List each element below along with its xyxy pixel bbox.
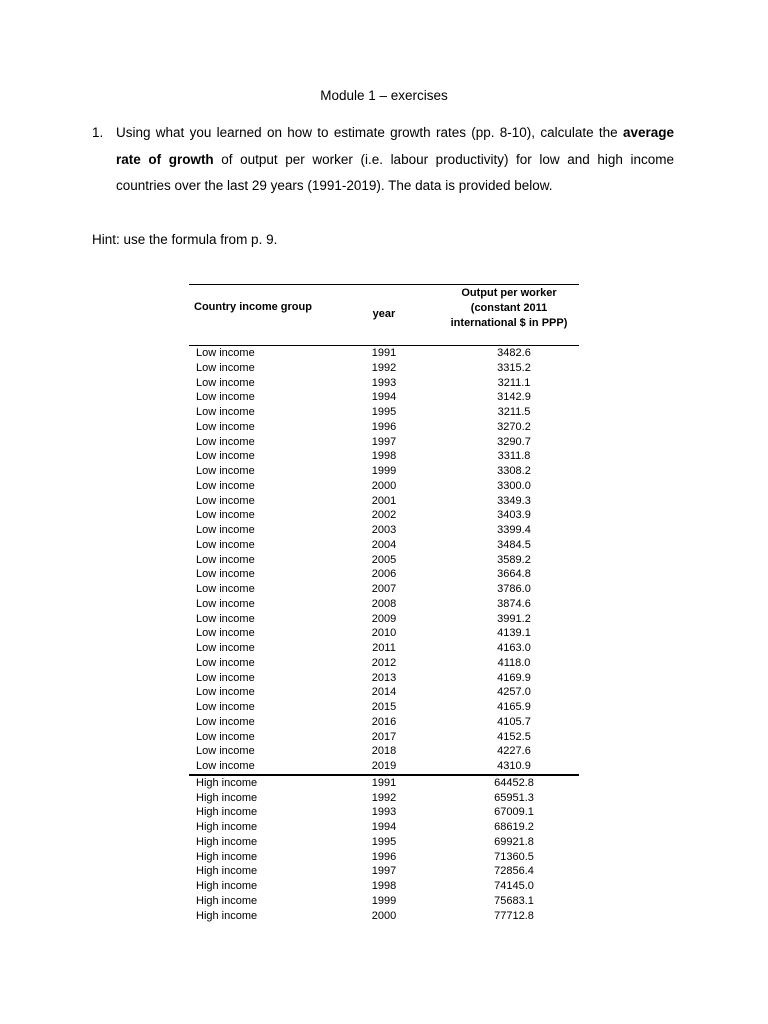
cell-output: 4139.1 [497,627,531,640]
cell-year: 2017 [371,730,397,743]
cell-year: 2019 [371,760,397,772]
table-row [189,759,579,776]
table-row [189,346,579,361]
cell-output: 4163.0 [497,642,531,654]
table-row [189,879,579,894]
table-row [189,909,579,924]
cell-output: 3589.2 [497,553,531,566]
exercise-1 [92,120,674,200]
table-row [189,612,579,627]
cell-year: 1994 [371,391,397,404]
table-row [189,361,579,376]
cell-income-group: High income [196,880,258,892]
cell-income-group: High income [196,865,258,878]
cell-output: 3664.8 [497,568,531,581]
table-row [189,390,579,405]
table-row [189,671,579,686]
cell-income-group: High income [196,909,258,922]
cell-year: 2001 [371,494,397,507]
cell-output: 67009.1 [494,806,534,819]
table-row [189,479,579,494]
cell-year: 2000 [371,479,397,492]
cell-income-group: Low income [196,730,255,743]
table-row [189,405,579,420]
header-income-group: Country income group [194,301,312,313]
cell-output: 72856.4 [494,865,534,878]
cell-income-group: Low income [196,656,255,669]
cell-output: 3482.6 [497,347,531,359]
cell-income-group: Low income [196,450,255,463]
cell-output: 3290.7 [497,435,531,448]
cell-income-group: Low income [196,406,255,418]
cell-income-group: Low income [196,745,255,758]
cell-year: 1999 [371,894,397,907]
cell-year: 2015 [371,701,397,713]
cell-income-group: Low income [196,553,255,566]
cell-output: 3874.6 [497,597,531,610]
cell-output: 3786.0 [497,583,531,595]
cell-year: 2004 [371,538,397,551]
exercise-text-bold: average rate of growth [116,125,674,167]
cell-year: 2016 [371,715,397,728]
cell-output: 3349.3 [497,494,531,507]
cell-year: 2009 [371,612,397,625]
exercise-text-before: Using what you learned on how to estimate growth rates (pp. 8-10), calculate the [116,125,623,140]
table-row [189,850,579,865]
cell-output: 4152.5 [497,730,531,743]
cell-output: 3211.5 [497,406,531,418]
cell-year: 1991 [371,776,397,789]
cell-year: 1992 [371,361,397,374]
table-row [189,376,579,391]
cell-year: 2007 [371,583,397,595]
cell-year: 2006 [371,568,397,581]
cell-output: 74145.0 [494,880,534,892]
cell-income-group: Low income [196,361,255,374]
page-title: Module 1 – exercises [320,88,448,103]
cell-income-group: Low income [196,347,255,359]
cell-output: 65951.3 [494,791,534,804]
table-row [189,494,579,509]
cell-output: 3308.2 [497,465,531,477]
cell-income-group: Low income [196,671,255,684]
cell-output: 4169.9 [497,671,531,684]
table-row [189,464,579,479]
table-row [189,656,579,671]
exercise-text [116,120,674,200]
table-row [189,523,579,538]
cell-income-group: High income [196,835,258,848]
header-output-per-worker: Output per worker (constant 2011 international $ in PPP) [450,287,568,329]
cell-income-group: Low income [196,524,255,536]
cell-year: 1997 [371,865,397,878]
cell-year: 2000 [371,909,397,922]
table-row [189,864,579,879]
cell-year: 2002 [371,509,397,522]
table-row [189,715,579,730]
cell-income-group: Low income [196,435,255,448]
table-row [189,820,579,835]
cell-output: 3300.0 [497,479,531,492]
cell-year: 2013 [371,671,397,684]
table-row [189,567,579,582]
cell-year: 1997 [371,435,397,448]
table-row [189,791,579,806]
cell-year: 2008 [371,597,397,610]
table-row [189,894,579,909]
cell-output: 4257.0 [497,686,531,699]
cell-income-group: Low income [196,465,255,477]
table-row [189,776,579,791]
cell-income-group: Low income [196,376,255,389]
cell-income-group: Low income [196,391,255,404]
cell-income-group: Low income [196,760,255,772]
cell-year: 1994 [371,821,397,833]
table-row [189,435,579,450]
cell-output: 77712.8 [494,909,534,922]
cell-year: 2012 [371,656,397,669]
cell-income-group: Low income [196,479,255,492]
table-row [189,508,579,523]
cell-income-group: Low income [196,583,255,595]
cell-output: 4118.0 [497,656,531,669]
cell-year: 1998 [371,880,397,892]
hint-text: Hint: use the formula from p. 9. [92,232,278,247]
cell-year: 1996 [371,420,397,433]
cell-year: 2014 [371,686,397,699]
table-row [189,730,579,745]
cell-income-group: Low income [196,642,255,654]
cell-output: 3403.9 [497,509,531,522]
cell-year: 1992 [371,791,397,804]
cell-income-group: Low income [196,538,255,551]
cell-output: 69921.8 [494,835,534,848]
table-row [189,449,579,464]
table-row [189,597,579,612]
cell-income-group: Low income [196,509,255,522]
cell-year: 1996 [371,850,397,863]
table-row [189,420,579,435]
cell-income-group: Low income [196,494,255,507]
cell-income-group: Low income [196,420,255,433]
cell-output: 3399.4 [497,524,531,536]
cell-output: 4310.9 [497,760,531,772]
cell-income-group: High income [196,850,258,863]
cell-output: 64452.8 [494,776,534,789]
cell-income-group: High income [196,791,258,804]
cell-year: 2003 [371,524,397,536]
table-row [189,835,579,850]
cell-year: 2011 [372,642,396,654]
exercise-text-after: of output per worker (i.e. labour productivity) for low and high income countries over the last 29 years (1991-2019). The data is provided below. [116,151,675,193]
table-body [189,346,579,923]
cell-year: 2005 [371,553,397,566]
cell-output: 4165.9 [497,701,531,713]
table-header [189,285,579,346]
cell-income-group: High income [196,776,258,789]
cell-income-group: High income [196,894,258,907]
table-row [189,641,579,656]
cell-income-group: Low income [196,612,255,625]
exercise-number: 1. [92,125,104,140]
cell-year: 1999 [371,465,397,477]
cell-output: 3270.2 [497,420,531,433]
cell-year: 1991 [371,347,397,359]
cell-output: 3142.9 [497,391,531,404]
cell-income-group: Low income [196,715,255,728]
cell-output: 75683.1 [494,894,534,907]
cell-income-group: High income [196,806,258,819]
cell-output: 71360.5 [494,850,534,863]
cell-year: 2018 [371,745,397,758]
cell-output: 4105.7 [497,715,531,728]
cell-output: 3484.5 [497,538,531,551]
cell-income-group: Low income [196,568,255,581]
table-row [189,626,579,641]
cell-year: 1995 [371,406,397,418]
cell-output: 3991.2 [497,612,531,625]
table-row [189,553,579,568]
cell-output: 3315.2 [497,361,531,374]
cell-income-group: Low income [196,701,255,713]
header-year: year [372,308,396,320]
table-row [189,700,579,715]
cell-year: 1995 [371,835,397,848]
table-row [189,685,579,700]
cell-year: 2010 [371,627,397,640]
cell-output: 3311.8 [497,450,531,463]
cell-output: 3211.1 [497,376,531,389]
cell-output: 4227.6 [497,745,531,758]
cell-income-group: Low income [196,597,255,610]
cell-income-group: Low income [196,686,255,699]
cell-year: 1998 [371,450,397,463]
cell-year: 1993 [371,376,397,389]
table-row [189,805,579,820]
cell-year: 1993 [371,806,397,819]
data-table [189,284,579,923]
table-row [189,538,579,553]
cell-output: 68619.2 [494,821,534,833]
table-row [189,744,579,759]
table-row [189,582,579,597]
cell-income-group: High income [196,821,258,833]
cell-income-group: Low income [196,627,255,640]
